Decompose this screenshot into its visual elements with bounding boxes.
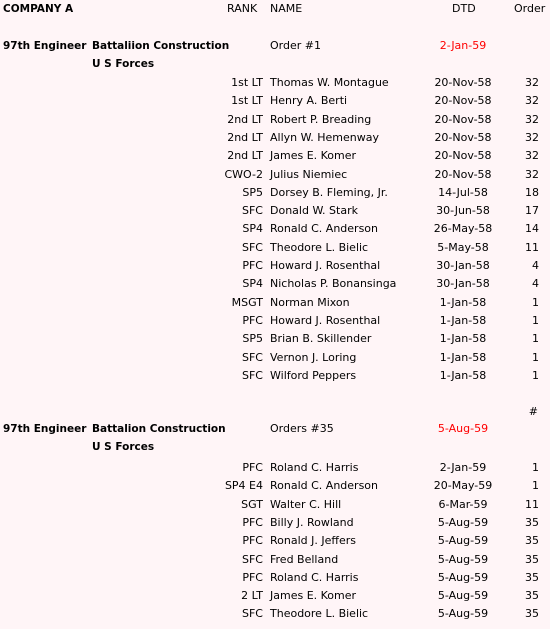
dtd-cell: 20-Nov-58	[434, 112, 492, 126]
name-cell: Nicholas P. Bonansinga	[270, 277, 397, 291]
company-header: COMPANY A	[3, 3, 74, 15]
dtd-cell: 1-Jan-58	[439, 295, 487, 309]
name-cell: Billy J. Rowland	[270, 515, 354, 529]
battalion-name: Battaliion Construction	[92, 40, 230, 52]
order-cell: 1	[532, 332, 539, 346]
name-cell: Brian B. Skillender	[270, 332, 372, 346]
battalion-name: Battalion Construction	[92, 423, 226, 435]
order-cell: 32	[525, 112, 539, 126]
rank-cell: PFC	[242, 515, 263, 529]
order-cell: 1	[532, 479, 539, 493]
dtd-cell: 1-Jan-58	[439, 368, 487, 382]
dtd-cell: 14-Jul-58	[438, 185, 488, 199]
unit-name: 97th Engineer	[3, 40, 87, 52]
dtd-cell: 30-Jun-58	[436, 204, 490, 218]
order-cell: 35	[525, 589, 539, 603]
name-cell: Donald W. Stark	[270, 204, 358, 218]
order-date: 5-Aug-59	[437, 422, 489, 435]
rank-cell: SP4	[242, 222, 263, 236]
rank-cell: PFC	[242, 570, 263, 584]
order-cell: 1	[532, 295, 539, 309]
rank-cell: SFC	[242, 607, 263, 621]
order-cell: 17	[525, 204, 539, 218]
name-cell: Ronald C. Anderson	[270, 479, 379, 493]
dtd-cell: 2-Jan-59	[439, 461, 487, 474]
dtd-cell: 5-Aug-59	[437, 607, 489, 621]
rank-header: RANK	[227, 2, 258, 15]
name-cell: Theodore L. Bielic	[270, 240, 369, 254]
order-cell: 35	[525, 570, 539, 584]
order-cell: 35	[525, 607, 539, 621]
order-date: 2-Jan-59	[439, 39, 487, 52]
name-cell: Robert P. Breading	[270, 112, 372, 126]
dtd-cell: 1-Jan-58	[439, 332, 487, 346]
order-cell: 1	[532, 461, 539, 474]
rank-cell: SP5	[242, 332, 263, 346]
name-cell: Thomas W. Montague	[270, 76, 389, 89]
order-cell: 1	[532, 368, 539, 382]
name-cell: Theodore L. Bielic	[270, 607, 369, 621]
rank-cell: 2 LT	[241, 589, 263, 603]
order-cell: 18	[525, 185, 539, 199]
rank-cell: SFC	[242, 204, 263, 218]
order-cell: 14	[525, 222, 539, 236]
order-cell: 32	[525, 167, 539, 181]
dtd-cell: 30-Jan-58	[436, 259, 490, 272]
dtd-cell: 5-Aug-59	[437, 534, 489, 548]
rank-cell: 2nd LT	[227, 130, 263, 144]
name-cell: Howard J. Rosenthal	[270, 259, 381, 272]
name-cell: Dorsey B. Fleming, Jr.	[270, 185, 388, 199]
dtd-cell: 5-Aug-59	[437, 589, 489, 603]
dtd-cell: 5-Aug-59	[437, 552, 489, 566]
name-header: NAME	[270, 2, 303, 15]
name-cell: Allyn W. Hemenway	[270, 130, 379, 144]
order-cell: 11	[525, 497, 539, 511]
rank-cell: CWO-2	[224, 167, 263, 181]
order-cell: 1	[532, 313, 539, 327]
rank-cell: SFC	[242, 240, 263, 254]
dtd-cell: 5-Aug-59	[437, 570, 489, 584]
name-cell: Henry A. Berti	[270, 94, 348, 108]
order-title: Order #1	[270, 39, 321, 52]
rank-cell: PFC	[242, 313, 263, 327]
rank-cell: PFC	[242, 461, 263, 474]
order-cell: 4	[532, 277, 539, 291]
rank-cell: 2nd LT	[227, 112, 263, 126]
rank-cell: SP4	[242, 277, 263, 291]
column-mark: #	[528, 405, 538, 418]
rank-cell: 2nd LT	[227, 149, 263, 163]
order-cell: 4	[532, 259, 539, 272]
order-cell: 32	[525, 130, 539, 144]
order-cell: 35	[525, 515, 539, 529]
dtd-cell: 5-Aug-59	[437, 515, 489, 529]
rank-cell: SFC	[242, 368, 263, 382]
rank-cell: SFC	[242, 552, 263, 566]
rank-cell: SP5	[242, 185, 263, 199]
name-cell: Julius Niemiec	[270, 167, 348, 181]
forces-label: U S Forces	[92, 441, 155, 453]
order-cell: 35	[525, 534, 539, 548]
dtd-cell: 20-Nov-58	[434, 130, 492, 144]
order-title: Orders #35	[270, 422, 334, 435]
rank-cell: 1st LT	[231, 76, 263, 89]
name-cell: Norman Mixon	[270, 295, 350, 309]
dtd-cell: 20-Nov-58	[434, 76, 492, 89]
rank-cell: PFC	[242, 534, 263, 548]
name-cell: Roland C. Harris	[270, 570, 359, 584]
rank-cell: 1st LT	[231, 94, 263, 108]
rank-cell: SGT	[241, 497, 263, 511]
order-header: Order	[514, 2, 546, 15]
rank-cell: MSGT	[231, 295, 263, 309]
rank-cell: SP4 E4	[224, 479, 263, 493]
order-cell: 32	[525, 149, 539, 163]
dtd-cell: 20-Nov-58	[434, 167, 492, 181]
dtd-cell: 20-May-59	[433, 479, 493, 493]
name-cell: Fred Belland	[270, 552, 339, 566]
dtd-cell: 20-Nov-58	[434, 94, 492, 108]
name-cell: Roland C. Harris	[270, 461, 359, 474]
dtd-cell: 26-May-58	[433, 222, 493, 236]
name-cell: Howard J. Rosenthal	[270, 313, 381, 327]
name-cell: Ronald C. Anderson	[270, 222, 379, 236]
unit-name: 97th Engineer	[3, 423, 87, 435]
name-cell: James E. Komer	[270, 589, 357, 603]
name-cell: James E. Komer	[270, 149, 357, 163]
name-cell: Walter C. Hill	[270, 497, 342, 511]
name-cell: Wilford Peppers	[270, 368, 357, 382]
order-cell: 32	[525, 76, 539, 89]
dtd-header: DTD	[452, 2, 476, 15]
order-cell: 11	[525, 240, 539, 254]
dtd-cell: 1-Jan-58	[439, 313, 487, 327]
order-cell: 32	[525, 94, 539, 108]
name-cell: Ronald J. Jeffers	[270, 534, 356, 548]
name-cell: Vernon J. Loring	[270, 350, 357, 364]
dtd-cell: 1-Jan-58	[439, 350, 487, 364]
order-cell: 35	[525, 552, 539, 566]
order-cell: 1	[532, 350, 539, 364]
rank-cell: PFC	[242, 259, 263, 272]
dtd-cell: 30-Jan-58	[436, 277, 490, 291]
dtd-cell: 6-Mar-59	[438, 497, 488, 511]
dtd-cell: 20-Nov-58	[434, 149, 492, 163]
dtd-cell: 5-May-58	[437, 240, 489, 254]
rank-cell: SFC	[242, 350, 263, 364]
forces-label: U S Forces	[92, 58, 155, 70]
